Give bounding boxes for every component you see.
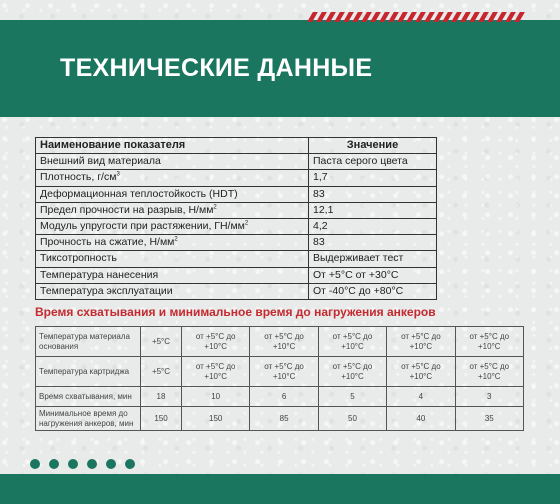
parameter-name-cell: Прочность на сжатие, $Н/мм^2$ xyxy=(36,235,309,251)
table-row xyxy=(36,407,524,431)
value-cell: 5 xyxy=(318,387,386,407)
section-subtitle: Время схватывания и минимальное время до нагружения анкеров xyxy=(35,305,436,319)
table-row xyxy=(36,283,437,299)
value-cell: 85 xyxy=(250,407,318,431)
value-cell: 10 xyxy=(182,387,250,407)
table-row xyxy=(36,154,437,170)
parameter-name-cell: Температура нанесения xyxy=(36,267,309,283)
value-cell: от +5°С до +10°С xyxy=(182,357,250,387)
value-cell: 3 xyxy=(455,387,523,407)
parameter-value-cell: От +5°С от +30°С xyxy=(309,267,437,283)
value-cell: +5°С xyxy=(141,327,182,357)
decorative-stripes xyxy=(310,12,550,22)
value-cell: 50 xyxy=(318,407,386,431)
parameter-value-cell: От -40°С до +80°С xyxy=(309,283,437,299)
value-cell: 6 xyxy=(250,387,318,407)
value-cell: от +5°С до +10°С xyxy=(387,357,455,387)
parameter-value-cell: 12,1 xyxy=(309,202,437,218)
table-row xyxy=(36,186,437,202)
value-cell: 40 xyxy=(387,407,455,431)
column-header-name: Наименование показателя xyxy=(36,138,309,154)
value-cell: от +5°С до +10°С xyxy=(318,327,386,357)
value-cell: от +5°С до +10°С xyxy=(387,327,455,357)
parameter-value-cell: 83 xyxy=(309,186,437,202)
parameter-value-cell: 4,2 xyxy=(309,218,437,234)
column-header-value: Значение xyxy=(309,138,437,154)
value-cell: 4 xyxy=(387,387,455,407)
parameter-name-cell: Предел прочности на разрыв, $Н/мм^2$ xyxy=(36,202,309,218)
table-row xyxy=(36,218,437,234)
value-cell: 35 xyxy=(455,407,523,431)
parameter-value-cell: Паста серого цвета xyxy=(309,154,437,170)
value-cell: 150 xyxy=(141,407,182,431)
value-cell: 18 xyxy=(141,387,182,407)
decorative-dots xyxy=(30,459,135,469)
parameter-name-cell: Плотность, $г/см^3$ xyxy=(36,170,309,186)
value-cell: от +5°С до +10°С xyxy=(250,357,318,387)
parameter-value-cell: 1,7 xyxy=(309,170,437,186)
parameter-name-cell: Деформационная теплостойкость (HDT) xyxy=(36,186,309,202)
value-cell: от +5°С до +10°С xyxy=(318,357,386,387)
value-cell: от +5°С до +10°С xyxy=(182,327,250,357)
parameter-value-cell: Выдерживает тест xyxy=(309,251,437,267)
table-row xyxy=(36,327,524,357)
table-row xyxy=(36,267,437,283)
page-title: ТЕХНИЧЕСКИЕ ДАННЫЕ xyxy=(60,54,373,82)
table-row xyxy=(36,202,437,218)
row-label-cell: Минимальное время до нагружения анкеров, мин xyxy=(36,407,141,431)
parameter-name-cell: Модуль упругости при растяжении, $ГН/мм^2$ xyxy=(36,218,309,234)
table-row xyxy=(36,251,437,267)
parameter-value-cell: 83 xyxy=(309,235,437,251)
tech-data-table xyxy=(35,137,437,300)
parameter-name-cell: Температура эксплуатации xyxy=(36,283,309,299)
table-row xyxy=(36,235,437,251)
value-cell: от +5°С до +10°С xyxy=(455,327,523,357)
row-label-cell: Время схватывания, мин xyxy=(36,387,141,407)
row-label-cell: Температура материала основания xyxy=(36,327,141,357)
cure-time-table xyxy=(35,326,524,431)
row-label-cell: Температура картриджа xyxy=(36,357,141,387)
table-header-row xyxy=(36,138,437,154)
table-row xyxy=(36,387,524,407)
value-cell: от +5°С до +10°С xyxy=(250,327,318,357)
parameter-name-cell: Тиксотропность xyxy=(36,251,309,267)
value-cell: от +5°С до +10°С xyxy=(455,357,523,387)
value-cell: 150 xyxy=(182,407,250,431)
table-row xyxy=(36,170,437,186)
footer-band xyxy=(0,474,560,504)
value-cell: +5°С xyxy=(141,357,182,387)
table-row xyxy=(36,357,524,387)
parameter-name-cell: Внешний вид материала xyxy=(36,154,309,170)
